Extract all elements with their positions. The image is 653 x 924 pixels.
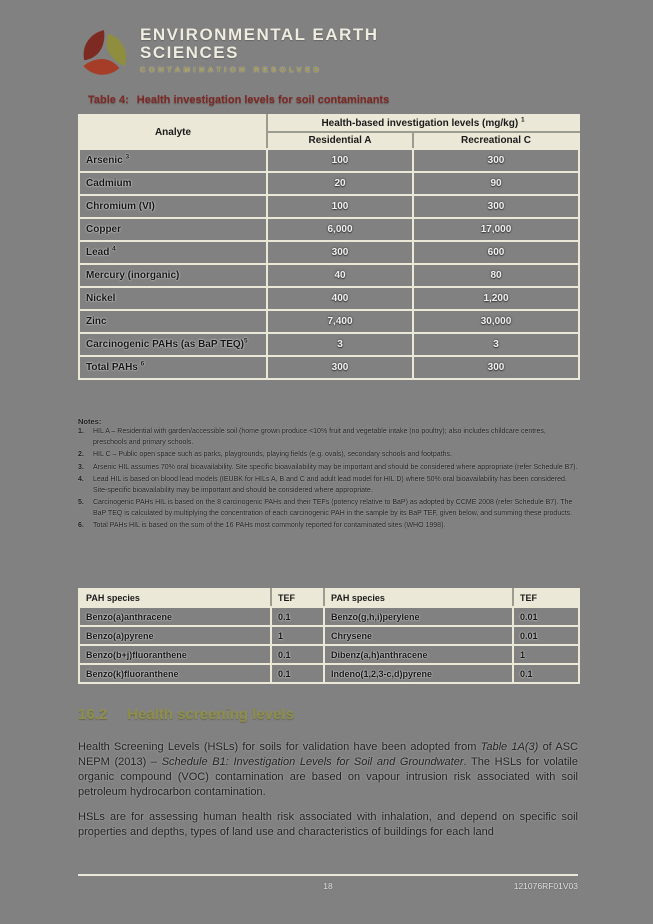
table-row	[79, 264, 579, 287]
note-number: 1.	[78, 428, 84, 435]
logo-leaves-icon	[78, 26, 130, 82]
paragraph-italic: Schedule B1: Investigation Levels for Soil and Groundwater	[161, 756, 464, 768]
recreational-value: 30,000	[413, 310, 579, 333]
hil-header-group: Health-based investigation levels (mg/kg) $^1$	[267, 115, 579, 132]
residential-value: 6,000	[267, 218, 413, 241]
recreational-value: 90	[413, 172, 579, 195]
table-row	[79, 664, 579, 683]
note-text: Arsenic HIL assumes 70% oral bioavailability. Site specific bioavailability may be important and should be considered where appropriate (refer Schedule B7).	[93, 463, 578, 471]
residential-value: 100	[267, 195, 413, 218]
pah-species-cell: Indeno(1,2,3-c,d)pyrene	[324, 664, 513, 683]
analyte-cell: Zinc	[79, 310, 267, 333]
pah-header-species-2: PAH species	[324, 589, 513, 607]
residential-value: 100	[267, 149, 413, 172]
logo-line2: SCIENCES	[140, 43, 239, 62]
analyte-cell: Arsenic $^3$	[79, 149, 267, 172]
logo-line1: ENVIRONMENTAL EARTH	[140, 25, 379, 44]
analyte-cell: Total PAHs $^6$	[79, 356, 267, 379]
table-row	[79, 195, 579, 218]
pah-tef-cell: 1	[271, 626, 324, 645]
pah-table-header-row	[79, 589, 579, 607]
analyte-cell: Nickel	[79, 287, 267, 310]
notes-title: Notes:	[78, 417, 102, 426]
pah-header-species-1: PAH species	[79, 589, 271, 607]
recreational-value: 80	[413, 264, 579, 287]
pah-species-cell: Benzo(g,h,i)perylene	[324, 607, 513, 626]
note-number: 4.	[78, 476, 84, 483]
pah-species-cell: Chrysene	[324, 626, 513, 645]
logo-tagline: CONTAMINATION RESOLVED	[140, 65, 323, 74]
pah-species-cell: Benzo(b+j)fluoranthene	[79, 645, 271, 664]
note-text: HIL A – Residential with garden/accessible soil (home grown produce <10% fruit and vegetable intake (no poultry); also includes childcare centres, preschools and primary schools.	[93, 428, 546, 446]
pah-tef-cell: 0.01	[513, 607, 579, 626]
analyte-cell: Chromium (VI)	[79, 195, 267, 218]
paragraph-text: Health Screening Levels (HSLs) for soils for validation have been adopted from	[78, 741, 481, 753]
table-row	[79, 149, 579, 172]
note-text: HIL C – Public open space such as parks, playgrounds, playing fields (e.g. ovals), secondary schools and footpaths.	[93, 451, 452, 458]
residential-value: 3	[267, 333, 413, 356]
analyte-cell: Cadmium	[79, 172, 267, 195]
table-row	[79, 241, 579, 264]
list-item	[78, 521, 578, 532]
table4-caption-label: Table 4:	[88, 94, 129, 106]
residential-value: 400	[267, 287, 413, 310]
recreational-value: 17,000	[413, 218, 579, 241]
page-number: 18	[323, 881, 333, 891]
note-number: 2.	[78, 451, 84, 458]
pah-tef-table	[78, 588, 580, 684]
hil-header-group-sup: 1	[520, 116, 525, 124]
table-row	[79, 645, 579, 664]
recreational-value: 600	[413, 241, 579, 264]
table-row	[79, 287, 579, 310]
list-item	[78, 463, 578, 474]
footer-divider	[78, 874, 578, 876]
residential-value: 40	[267, 264, 413, 287]
residential-value: 20	[267, 172, 413, 195]
hil-header-analyte: Analyte	[79, 115, 267, 149]
list-item	[78, 427, 578, 448]
pah-species-cell: Benzo(a)anthracene	[79, 607, 271, 626]
pah-tef-cell: 0.1	[271, 664, 324, 683]
note-text: Total PAHs HIL is based on the sum of the 16 PAHs most commonly reported for contaminated sites (WHO 1998).	[93, 522, 446, 529]
pah-header-tef-2: TEF	[513, 589, 579, 607]
table-row	[79, 626, 579, 645]
recreational-value: 3	[413, 333, 579, 356]
list-item	[78, 498, 578, 519]
recreational-value: 300	[413, 149, 579, 172]
recreational-value: 1,200	[413, 287, 579, 310]
pah-tef-cell: 1	[513, 645, 579, 664]
company-logo	[78, 26, 379, 82]
table4-caption	[88, 94, 578, 106]
recreational-value: 300	[413, 195, 579, 218]
hil-table	[78, 114, 580, 380]
pah-species-cell: Dibenz(a,h)anthracene	[324, 645, 513, 664]
residential-value: 300	[267, 356, 413, 379]
paragraph: HSLs are for assessing human health risk associated with inhalation, and depend on specific soil properties and depths, types of land use and characteristics of buildings for each land	[78, 811, 578, 838]
note-number: 3.	[78, 463, 84, 471]
hil-header-recreational: Recreational C	[413, 132, 579, 149]
note-number: 5.	[78, 499, 84, 506]
analyte-cell: Copper	[79, 218, 267, 241]
pah-header-tef-1: TEF	[271, 589, 324, 607]
section-number: 16.2	[78, 706, 108, 723]
pah-tef-cell: 0.1	[271, 607, 324, 626]
hil-table-group-header-row	[79, 115, 579, 132]
table-row	[79, 607, 579, 626]
logo-text	[140, 26, 379, 74]
paragraph-italic: Table 1A(3)	[480, 741, 539, 753]
note-number: 6.	[78, 522, 84, 529]
residential-value: 300	[267, 241, 413, 264]
table-row	[79, 218, 579, 241]
list-item	[78, 450, 578, 461]
pah-tef-cell: 0.1	[513, 664, 579, 683]
analyte-cell: Carcinogenic PAHs (as BaP TEQ)$^5$	[79, 333, 267, 356]
pah-species-cell: Benzo(k)fluoranthene	[79, 664, 271, 683]
list-item	[78, 475, 578, 496]
pah-tef-cell: 0.01	[513, 626, 579, 645]
table4-caption-text: Health investigation levels for soil contaminants	[136, 94, 390, 106]
table-row	[79, 172, 579, 195]
pah-species-cell: Benzo(a)pyrene	[79, 626, 271, 645]
residential-value: 7,400	[267, 310, 413, 333]
note-text: Carcinogenic PAHs HIL is based on the 8 carcinogenic PAHs and their TEFs (potency relative to BaP) as adopted by CCME 2008 (refer Schedule B7). The BaP TEQ is calculated by multiplying the concentration of each carcinogenic PAH in the sample by its BaP TEF, given below, and summing these products.	[93, 499, 573, 517]
table-row	[79, 310, 579, 333]
recreational-value: 300	[413, 356, 579, 379]
paragraph-text: . The HSLs for volatile organic compound (VOC) contamination are based on vapour intrusion risk associated with soil petroleum hydrocarbon contamination.	[78, 756, 578, 798]
section-heading	[78, 706, 294, 723]
hil-header-residential: Residential A	[267, 132, 413, 149]
pah-tef-cell: 0.1	[271, 645, 324, 664]
analyte-cell: Lead $^4$	[79, 241, 267, 264]
note-text: Lead HIL is based on blood lead models (IEUBK for HILs A, B and C and adult lead model for HIL D) where 50% oral bioavailability has been considered. Site-specific bioavailability may be important and should be considered where appropriate.	[93, 476, 567, 494]
paragraph-text: of ASC NEPM (2013) –	[78, 741, 579, 768]
paragraph	[78, 740, 578, 800]
table4-notes	[78, 417, 578, 534]
table-row	[79, 356, 579, 379]
analyte-cell: Mercury (inorganic)	[79, 264, 267, 287]
table-row	[79, 333, 579, 356]
document-code: 121076RF01V03	[513, 881, 578, 891]
section-title: Health screening levels	[127, 706, 294, 723]
